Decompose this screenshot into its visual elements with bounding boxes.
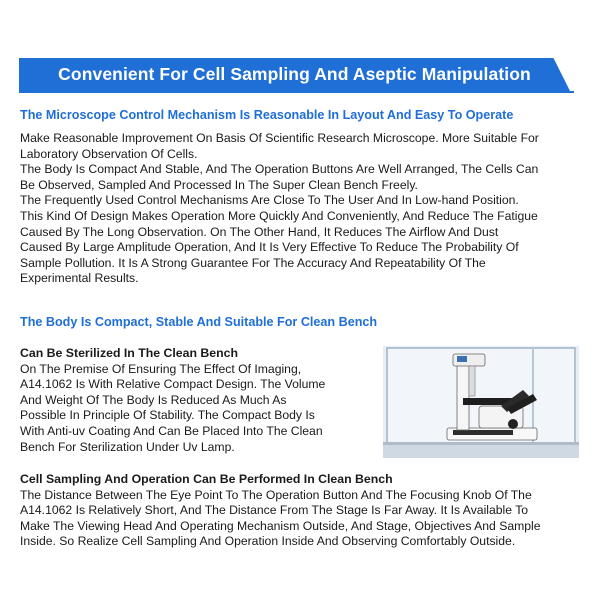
banner-underline [19, 91, 574, 93]
text-line: The Body Is Compact And Stable, And The Operation Buttons Are Well Arranged, The Cells Can [20, 162, 539, 177]
text-line: And Weight Of The Body Is Reduced As Much As [20, 392, 287, 407]
section-banner [19, 58, 570, 91]
text-line: Caused By The Long Observation. On The Other Hand, It Reduces The Airflow And Dust [20, 224, 499, 239]
text-line: The Frequently Used Control Mechanisms Are Close To The User And In Low-hand Position. [20, 193, 519, 208]
text-line: On The Premise Of Ensuring The Effect Of Imaging, [20, 361, 302, 376]
text-line: Possible In Principle Of Stability. The Compact Body Is [20, 408, 315, 423]
text-line: Inside. So Realize Cell Sampling And Operation Inside And Observing Comfortably Outside. [20, 534, 516, 549]
text-line: Experimental Results. [20, 271, 139, 286]
sampling-block [20, 472, 580, 550]
sterilize-heading: Can Be Sterilized In The Clean Bench [20, 346, 238, 360]
text-line: Make The Viewing Head And Operating Mechanism Outside, And Stage, Objectives And Sample [20, 518, 541, 533]
section-heading-compact-body: The Body Is Compact, Stable And Suitable For Clean Bench [20, 315, 378, 329]
text-line: Sample Pollution. It Is A Strong Guarantee For The Accuracy And Repeatability Of The [20, 255, 486, 270]
text-line: Bench For Sterilization Under Uv Lamp. [20, 439, 235, 454]
text-line: This Kind Of Design Makes Operation More Quickly And Conveniently, And Reduce The Fatigue [20, 208, 538, 223]
section-heading-control-mechanism: The Microscope Control Mechanism Is Reasonable In Layout And Easy To Operate [20, 108, 514, 122]
text-line: With Anti-uv Coating And Can Be Placed Into The Clean [20, 423, 323, 438]
text-line: A14.1062 Is Relatively Short, And The Distance From The Stage Is Far Away. It Is Available To [20, 503, 529, 518]
microscope-in-clean-bench-photo [383, 346, 579, 458]
microscope-illustration [383, 346, 579, 458]
sterilize-block [20, 346, 368, 455]
text-line: A14.1062 Is With Relative Compact Design. The Volume [20, 377, 326, 392]
control-mechanism-paragraph [20, 131, 576, 287]
text-line: Laboratory Observation Of Cells. [20, 146, 198, 161]
text-line: The Distance Between The Eye Point To The Operation Button And The Focusing Knob Of The [20, 487, 532, 502]
text-line: Be Observed, Sampled And Processed In The Super Clean Bench Freely. [20, 177, 418, 192]
text-line: Make Reasonable Improvement On Basis Of Scientific Research Microscope. More Suitable For [20, 131, 539, 145]
sampling-heading: Cell Sampling And Operation Can Be Performed In Clean Bench [20, 472, 393, 486]
text-line: Caused By Large Amplitude Operation, And It Is Very Effective To Reduce The Probability Of [20, 240, 519, 255]
banner-title: Convenient For Cell Sampling And Aseptic Manipulation [58, 64, 531, 84]
